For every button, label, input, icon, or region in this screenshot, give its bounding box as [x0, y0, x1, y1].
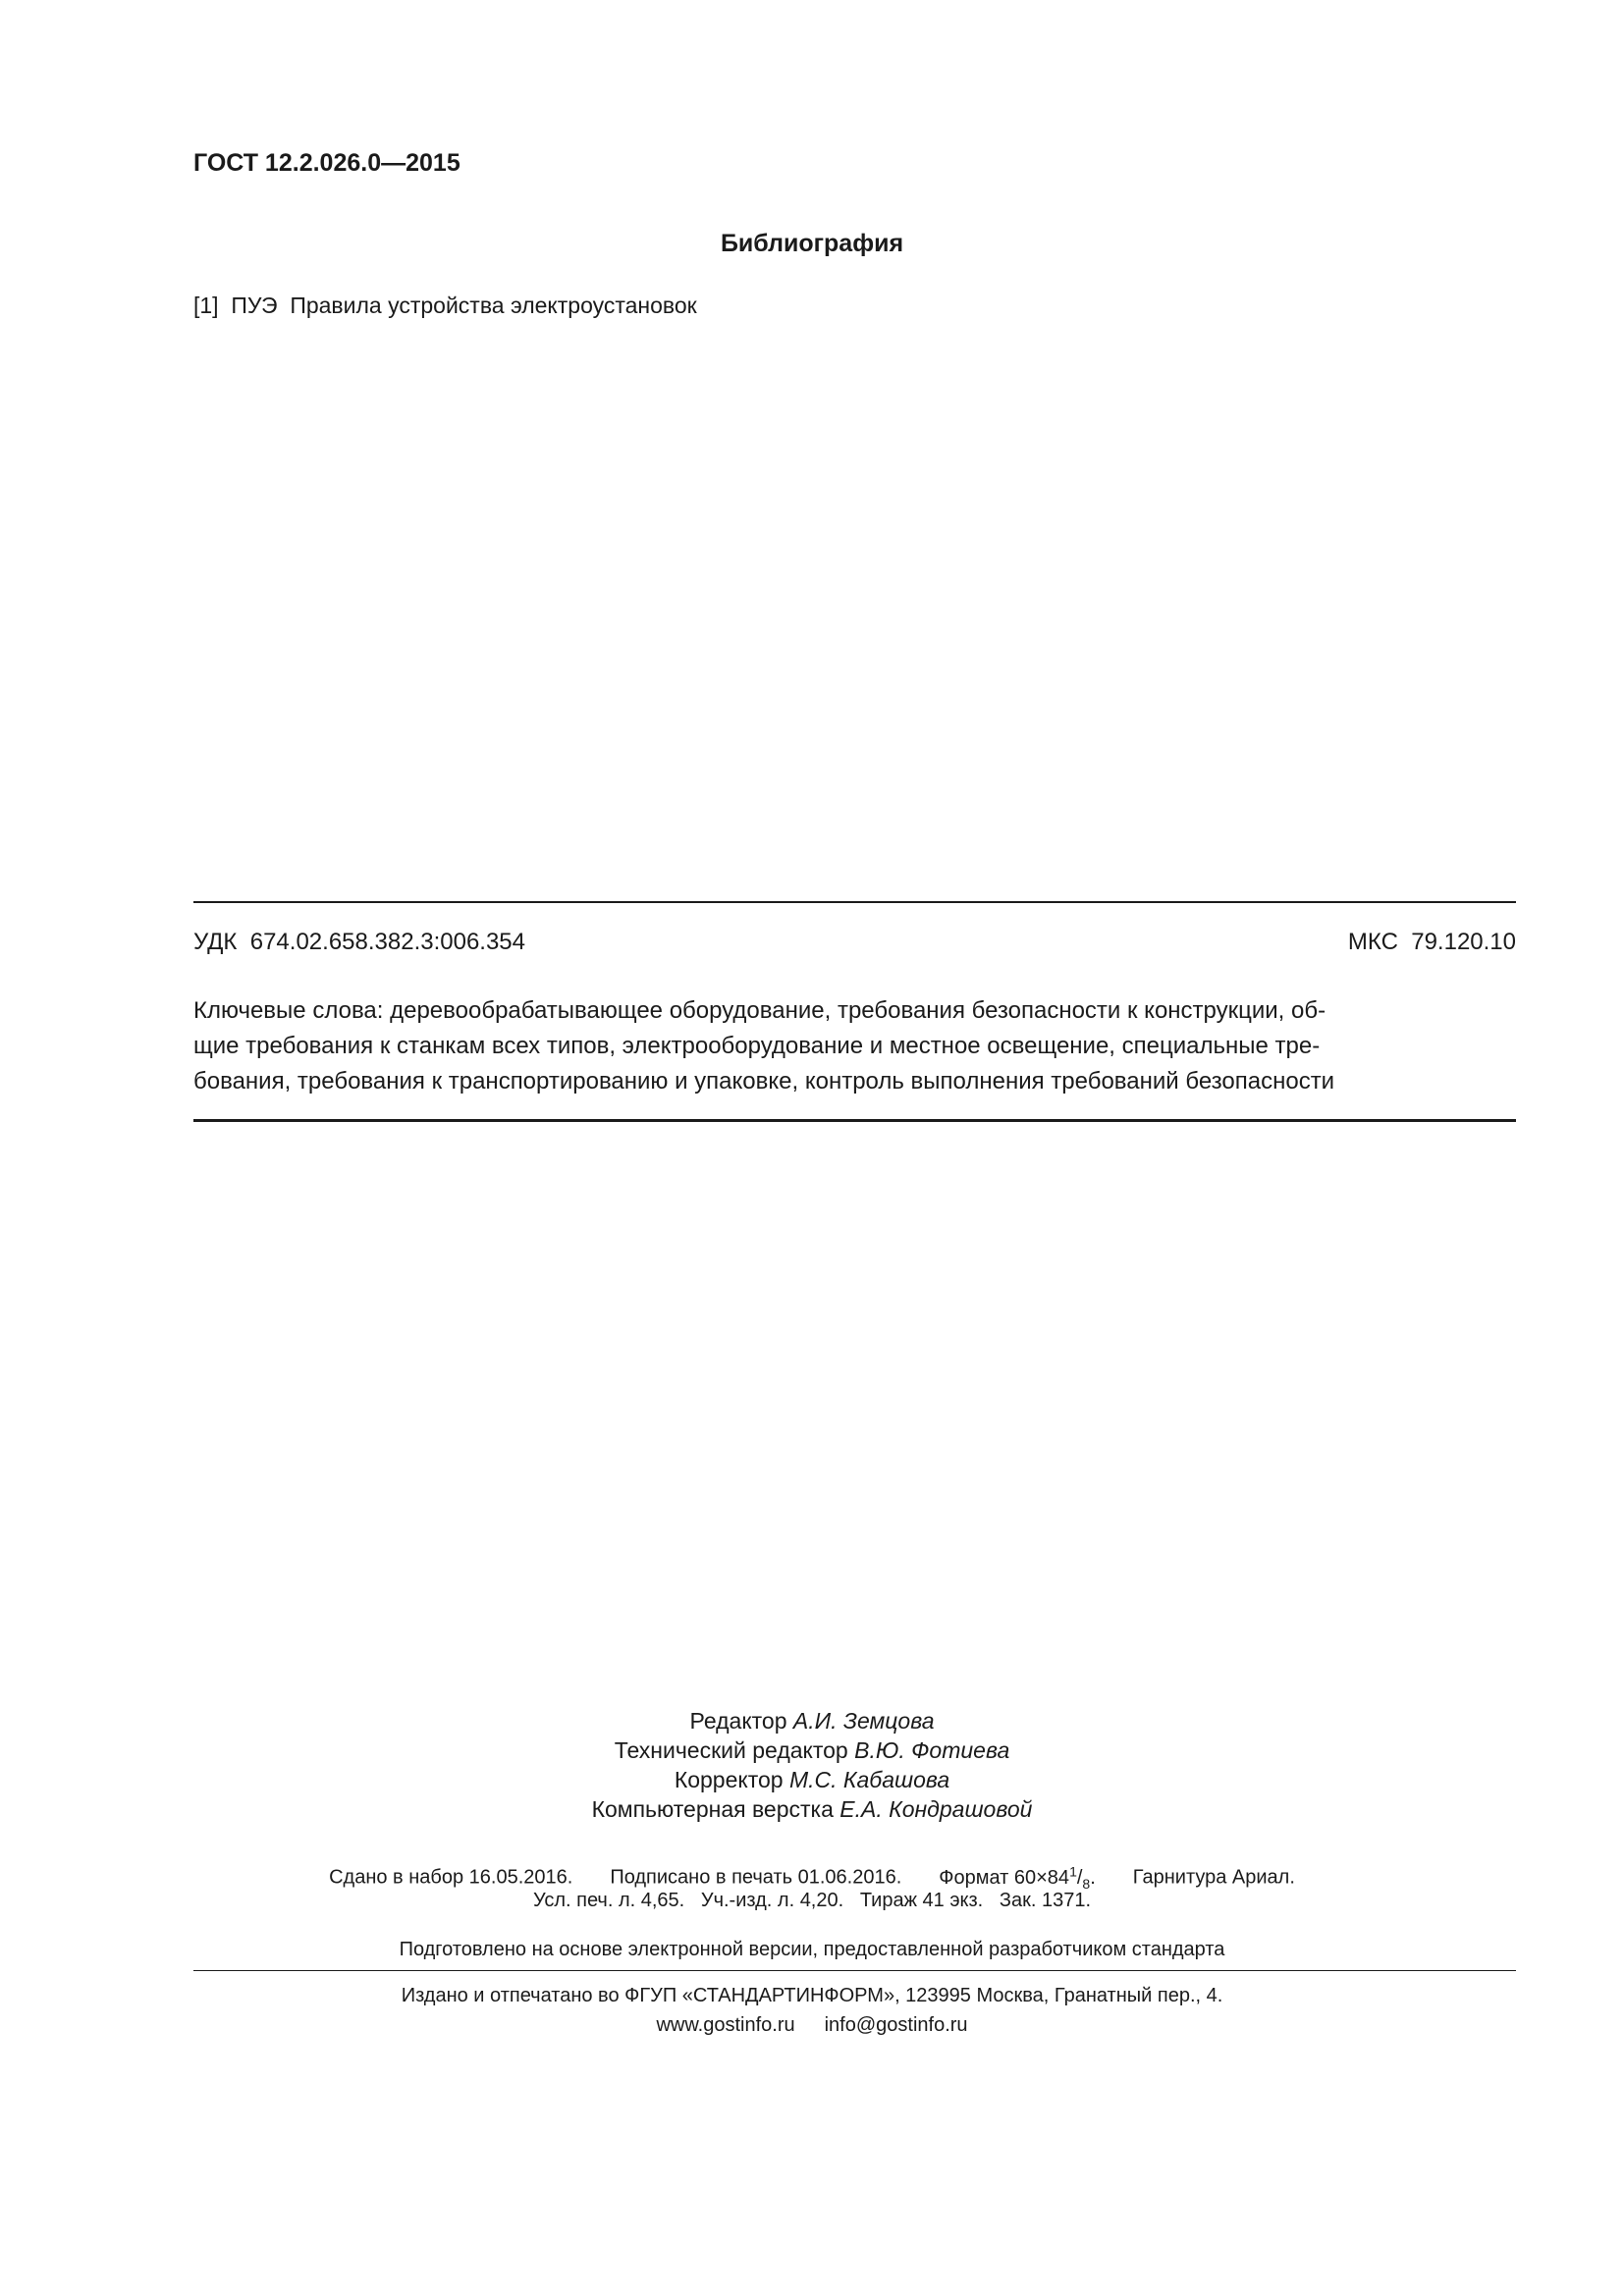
publisher-line: Издано и отпечатано во ФГУП «СТАНДАРТИНФОРМ», 123995 Москва, Гранатный пер., 4.	[401, 1985, 1223, 2006]
paper-format: Формат $60\times 84^1/_8$.	[939, 1863, 1096, 1892]
format-denominator: 8	[1082, 1875, 1091, 1892]
standard-code: ГОСТ 12.2.026.0—2015	[193, 149, 460, 177]
imprint-line-1	[0, 1863, 1624, 1892]
email-link[interactable]: info@gostinfo.ru	[824, 2014, 968, 2036]
imprint-divider	[193, 1970, 1516, 1971]
credit-role: Технический редактор	[614, 1737, 855, 1763]
mks-code: МКС 79.120.10	[1347, 929, 1516, 955]
website-link[interactable]: www.gostinfo.ru	[656, 2014, 795, 2036]
credit-name: А.И. Земцова	[792, 1708, 935, 1734]
credit-name: Е.А. Кондрашовой	[839, 1796, 1033, 1822]
credit-role: Компьютерная верстка	[591, 1796, 840, 1822]
format-numerator: 1	[1069, 1863, 1077, 1879]
entry-code: ПУЭ	[231, 293, 278, 318]
credits	[0, 1706, 1624, 1824]
udk-code: УДК 674.02.658.382.3:006.354	[193, 929, 526, 955]
entry-number: [1]	[193, 293, 219, 318]
keywords-line-2: щие требования к станкам всех типов, электрооборудование и местное освещение, специальные тре-	[193, 1033, 1321, 1059]
credit-layout	[0, 1794, 1624, 1824]
credit-name: В.Ю. Фотиева	[854, 1737, 1010, 1763]
imprint-line-2: Усл. печ. л. 4,65. Уч.-изд. л. 4,20. Тираж 41 экз. Зак. 1371.	[532, 1890, 1092, 1911]
entry-title: Правила устройства электроустановок	[290, 293, 697, 318]
bibliography-title: Библиография	[720, 230, 904, 257]
contacts-line	[0, 2014, 1624, 2037]
prepared-note: Подготовлено на основе электронной версии, предоставленной разработчиком стандарта	[399, 1939, 1225, 1960]
credit-name: М.С. Кабашова	[788, 1767, 950, 1792]
keywords-line-3: бования, требования к транспортированию и упаковке, контроль выполнения требований безопасности	[193, 1068, 1335, 1095]
top-divider	[193, 901, 1516, 903]
keywords-block	[193, 993, 1516, 1099]
signed-date: Подписано в печать 01.06.2016.	[610, 1866, 902, 1889]
font-name: Гарнитура Ариал.	[1132, 1866, 1295, 1889]
credit-role: Корректор	[674, 1767, 789, 1792]
bibliography-entry	[193, 293, 697, 319]
credit-role: Редактор	[689, 1708, 793, 1734]
submitted-date: Сдано в набор 16.05.2016.	[329, 1866, 573, 1889]
bottom-divider	[193, 1119, 1516, 1122]
credit-corrector	[0, 1765, 1624, 1794]
keywords-line-1: Ключевые слова: деревообрабатывающее оборудование, требования безопасности к конструкции, об-	[193, 997, 1326, 1024]
credit-tech-editor	[0, 1735, 1624, 1765]
credit-editor	[0, 1706, 1624, 1735]
